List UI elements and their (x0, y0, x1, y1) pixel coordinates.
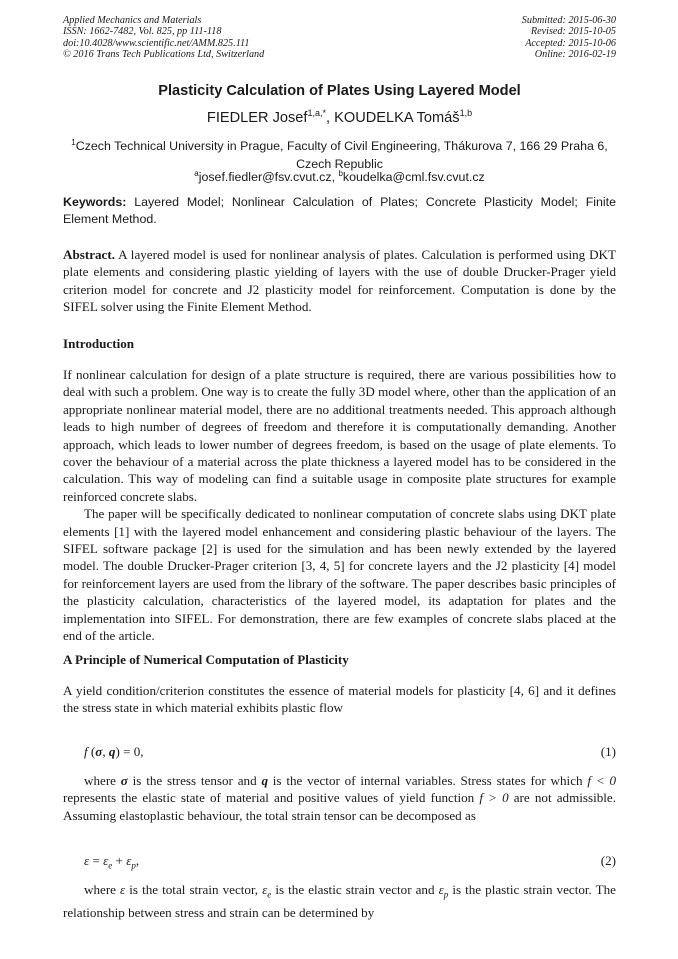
author-separator: , (326, 109, 335, 126)
journal-name: Applied Mechanics and Materials (63, 15, 202, 26)
online-date: Online: 2016-02-19 (534, 49, 616, 61)
affiliation-text: Czech Technical University in Prague, Faculty of Civil Engineering, Thákurova 7, 166 29 Praha 6, Czech Republic (75, 139, 608, 172)
author-1-name: FIEDLER Josef (206, 109, 308, 126)
paper-title: Plasticity Calculation of Plates Using Layered Model (158, 83, 521, 99)
affiliation (63, 134, 616, 173)
introduction-heading: Introduction (63, 336, 135, 351)
section2-paragraph-3: where ε is the total strain vector, $\varepsilon_e$ is the elastic strain vector and $\varepsilon_p$ is the plastic strain vector. The relationship between stress and strain can be determined by (63, 882, 616, 921)
affiliation-marker: 1 (71, 138, 76, 147)
intro-paragraph-1: If nonlinear calculation for design of a plate structure is required, there are various possibilities how to deal with such a problem. One way is to create the fully 3D model where, other than the application of an appropriate nonlinear material model, there are no additional treatments needed. This approach although leads to high number of degrees of freedom and therefore it is computationally demanding. Another approach, which leads to lower number of degrees freedom, is based on the usage of plate elements. To cover the behaviour of a material across the plate thickness a layered model has to be considered in the calculation. This way of modeling can find a suitable usage in composite plate structures for example reinforced concrete slabs. (63, 367, 616, 504)
author-emails (63, 169, 616, 184)
journal-issn: ISSN: 1662-7482, Vol. 825, pp 111-118 (63, 26, 222, 38)
equation-2-formula: $\varepsilon = \varepsilon_e + \varepsilon_p$, (84, 853, 140, 871)
journal-copyright: © 2016 Trans Tech Publications Ltd, Switzerland (63, 49, 265, 61)
submission-dates (522, 15, 616, 61)
author-2-affil: 1,b (459, 108, 473, 118)
equation-2-number: (2) (600, 853, 616, 868)
section2-paragraph-2: where σ is the stress tensor and q is the vector of internal variables. Stress states for which f < 0 represents the elastic state of material and positive values of yield function f > 0 are not admissible. Assuming elastoplastic behaviour, the total strain tensor can be decomposed as (63, 773, 617, 823)
yield-negative: f < 0 (587, 773, 617, 788)
equation-1-formula: f (σ, q) = 0, (84, 744, 144, 759)
author-2-name: KOUDELKA Tomáš (334, 109, 460, 126)
author-line (63, 108, 616, 126)
author-1-affil: 1,a,* (307, 108, 326, 118)
symbol-epsilon-p: $\varepsilon_p$ (438, 882, 449, 900)
symbol-epsilon-e: $\varepsilon_e$ (262, 882, 272, 900)
abstract-label: Abstract. (63, 247, 115, 262)
equation-1-number: (1) (600, 744, 616, 759)
journal-metadata (63, 15, 264, 61)
abstract-text: A layered model is used for nonlinear analysis of plates. Calculation is performed using DKT plate elements and considering plastic yielding of layers with the use of double Drucker-Prager yield criterion model for concrete and J2 plasticity model for reinforcement. Computation is done by the SIFEL solver using the Finite Element Method. (63, 247, 616, 315)
email-a[interactable]: josef.fiedler@fsv.cvut.cz (198, 170, 332, 185)
section2-paragraph-1: A yield condition/criterion constitutes the essence of material models for plasticity [4, 6] and it defines the stress state in which material exhibits plastic flow (63, 683, 616, 716)
introduction-body (63, 366, 616, 645)
symbol-epsilon: ε (120, 882, 126, 897)
symbol-sigma: σ (120, 773, 128, 788)
keywords-text: Layered Model; Nonlinear Calculation of Plates; Concrete Plasticity Model; Finite Element Method. (63, 195, 616, 226)
email-b[interactable]: koudelka@cml.fsv.cvut.cz (342, 170, 485, 185)
keywords (63, 194, 616, 228)
section-heading-plasticity: A Principle of Numerical Computation of Plasticity (63, 652, 349, 667)
email-separator: , (331, 170, 339, 185)
abstract (63, 246, 616, 316)
yield-positive: f > 0 (479, 790, 509, 806)
keywords-label: Keywords: (63, 195, 127, 209)
submitted-date: Submitted: 2015-06-30 (521, 15, 616, 26)
accepted-date: Accepted: 2015-10-06 (525, 37, 616, 49)
journal-doi[interactable]: doi:10.4028/www.scientific.net/AMM.825.111 (63, 37, 250, 49)
email-a-marker: a (194, 169, 199, 178)
intro-paragraph-2: The paper will be specifically dedicated to nonlinear computation of concrete slabs using DKT plate elements [1] with the layered model enhancement and considering plastic behaviour of the layers. The SIFEL software package [2] is used for the simulation and has been newly extended by the layered model. The double Drucker-Prager criterion [3, 4, 5] for concrete layers and the J2 plasticity [4] model for reinforcement layers are used from the library of the software. The paper describes basic principles of the plasticity calculation, characteristics of the layered model, its adaptation for plates and the implementation into SIFEL. For demonstration, there are few examples of concrete slabs placed at the end of the article. (63, 506, 616, 644)
revised-date: Revised: 2015-10-05 (530, 26, 616, 38)
symbol-q: q (261, 773, 268, 788)
email-b-marker: b (338, 169, 343, 178)
